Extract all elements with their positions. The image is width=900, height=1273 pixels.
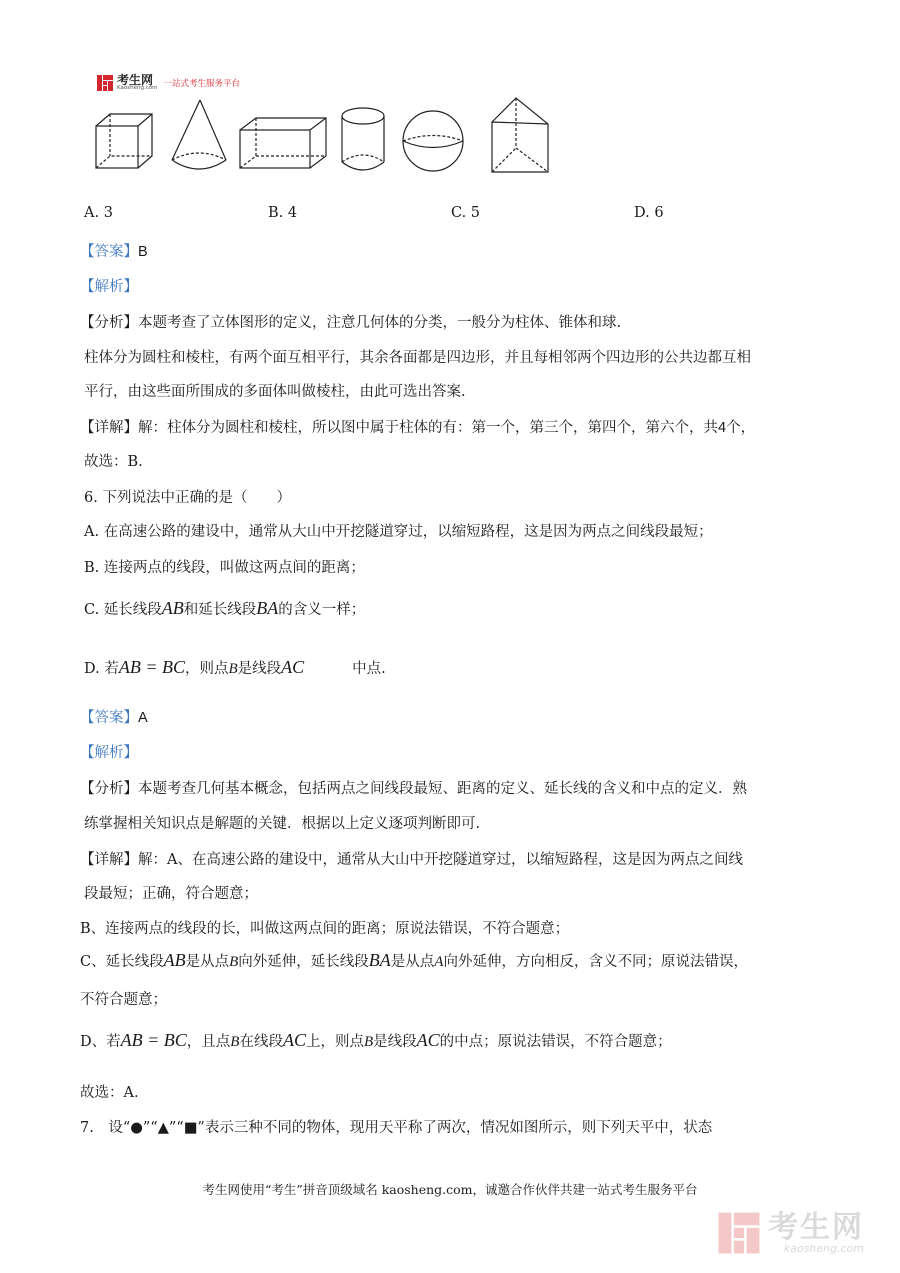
text: 上，则点 <box>305 1034 364 1050</box>
page-footer: 考生网使用“考生”拼音顶级域名 kaosheng.com，诚邀合作伙伴共建一站式考生服务平台 <box>202 1182 698 1197</box>
text: 的中点；原说法错误，不符合题意； <box>439 1034 672 1050</box>
xiangjie-end: 个， <box>726 420 756 436</box>
geometric-solids-figure <box>88 96 558 180</box>
math-ab: AB <box>161 598 184 618</box>
q6-xiangjie-c <box>80 950 748 971</box>
fenxi-tag: 【分析】 <box>80 315 138 331</box>
text: 和延长线段 <box>183 602 257 618</box>
watermark-logo-icon <box>716 1210 762 1256</box>
answer-tag: 【答案】 <box>80 710 138 726</box>
text: 中点. <box>352 661 386 677</box>
fenxi-text: 本题考查了立体图形的定义，注意几何体的分类，一般分为柱体、锥体和球. <box>138 315 622 331</box>
cylinder-icon <box>342 108 384 170</box>
logo-brand <box>117 74 157 92</box>
text: 是线段 <box>237 661 282 677</box>
logo-brand-en: Kaosheng.com <box>117 85 158 92</box>
q5-option-b: B. 4 <box>268 205 298 221</box>
q6-xiangjie <box>80 848 743 869</box>
xiangjie-text: 解：柱体分为圆柱和棱柱，所以图中属于柱体的有：第一个，第三个，第四个，第六个，共 <box>138 420 718 436</box>
q7-stem: 7. 设“●”“▲”“■”表示三种不同的物体，现用天平称了两次，情况如图所示，则下列天平中，状态 <box>80 1120 713 1136</box>
xiangjie-text: 解：A、在高速公路的建设中，通常从大山中开挖隧道穿过，以缩短路程，这是因为两点之间线 <box>138 852 743 868</box>
header-logo[interactable] <box>96 72 240 94</box>
math-b: B <box>229 954 239 970</box>
q6-stem: 6. 下列说法中正确的是（ ） <box>84 490 291 506</box>
math-ac: AC <box>282 1030 306 1050</box>
text: ，则点 <box>184 661 229 677</box>
text: 在线段 <box>239 1034 283 1050</box>
cube-icon <box>96 114 152 168</box>
q5-guxuan: 故选：B. <box>84 454 143 470</box>
watermark-brand <box>768 1209 864 1255</box>
xiangjie-tag: 【详解】 <box>80 420 138 436</box>
xiangjie-tag: 【详解】 <box>80 852 138 868</box>
q5-answer <box>80 240 148 261</box>
text: 向外延伸，延长线段 <box>238 954 369 970</box>
q5-option-c: C. 5 <box>451 205 481 221</box>
answer-value: B <box>138 244 148 260</box>
sphere-icon <box>403 111 463 171</box>
watermark-brand-en: kaosheng.com <box>783 1241 864 1255</box>
watermark-brand-cn: 考生网 <box>768 1209 864 1245</box>
text: C、延长线段 <box>80 954 164 970</box>
q6-option-d <box>84 657 386 678</box>
logo-slogan: 一站式考生服务平台 <box>163 79 240 89</box>
q6-fenxi <box>80 777 747 798</box>
math-ab: AB <box>163 950 186 970</box>
answer-tag: 【答案】 <box>80 244 138 260</box>
text: 的含义一样； <box>278 602 366 618</box>
math-eq: AB = BC <box>118 657 185 677</box>
text: 是从点 <box>185 954 230 970</box>
q5-xiangjie <box>80 416 755 437</box>
fenxi-text: 本题考查几何基本概念，包括两点之间线段最短、距离的定义、延长线的含义和中点的定义．熟 <box>138 781 747 797</box>
math-ac: AC <box>416 1030 440 1050</box>
q5-analysis-tag: 【解析】 <box>80 279 138 295</box>
math-b: B <box>230 1034 240 1050</box>
kaosheng-logo-icon <box>96 74 114 92</box>
q6-option-b: B. 连接两点的线段，叫做这两点间的距离； <box>84 560 365 576</box>
q5-fenxi-line3: 平行，由这些面所围成的多面体叫做棱柱，由此可选出答案. <box>84 384 466 400</box>
q6-xiangjie-c-line2: 不符合题意； <box>80 992 167 1008</box>
q6-option-a: A. 在高速公路的建设中，通常从大山中开挖隧道穿过，以缩短路程，这是因为两点之间线段最短； <box>84 524 713 540</box>
math-eq: AB = BC <box>120 1030 187 1050</box>
math-ba: BA <box>368 950 391 970</box>
q5-fenxi-line2: 柱体分为圆柱和棱柱，有两个面互相平行，其余各面都是四边形，并且每相邻两个四边形的公共边都互相 <box>84 350 751 366</box>
q6-xiangjie-d <box>80 1030 672 1051</box>
triangular-prism-icon <box>492 98 548 172</box>
math-ba: BA <box>256 598 279 618</box>
math-b: B <box>228 661 238 677</box>
q6-guxuan: 故选：A. <box>80 1085 139 1101</box>
q6-answer <box>80 706 148 727</box>
xiangjie-num: 4 <box>718 420 727 436</box>
text: C. 延长线段 <box>84 602 162 618</box>
q6-xiangjie-line2: 段最短；正确，符合题意； <box>84 886 258 902</box>
q6-analysis-tag: 【解析】 <box>80 745 138 761</box>
logo-brand-cn: 考生网 <box>117 73 154 88</box>
text: D、若 <box>80 1034 121 1050</box>
answer-value: A <box>138 710 148 726</box>
text: 向外延伸，方向相反，含义不同；原说法错误， <box>443 954 748 970</box>
q5-fenxi <box>80 311 621 332</box>
fenxi-tag: 【分析】 <box>80 781 138 797</box>
q5-option-a: A. 3 <box>84 205 113 221</box>
cuboid-icon <box>240 118 326 168</box>
math-ac: AC <box>281 657 305 677</box>
text: D. 若 <box>84 661 119 677</box>
math-b: B <box>363 1034 374 1050</box>
q6-xiangjie-b: B、连接两点的线段的长，叫做这两点间的距离；原说法错误，不符合题意； <box>80 921 570 937</box>
q6-option-c <box>84 598 365 619</box>
text: ，且点 <box>186 1034 231 1050</box>
text: 是线段 <box>373 1034 417 1050</box>
q5-option-d: D. 6 <box>634 205 664 221</box>
text: 是从点 <box>390 954 435 970</box>
watermark <box>716 1210 864 1256</box>
math-a: A <box>434 954 444 970</box>
cone-icon <box>172 100 226 169</box>
q6-fenxi-line2: 练掌握相关知识点是解题的关键．根据以上定义逐项判断即可. <box>84 816 481 832</box>
